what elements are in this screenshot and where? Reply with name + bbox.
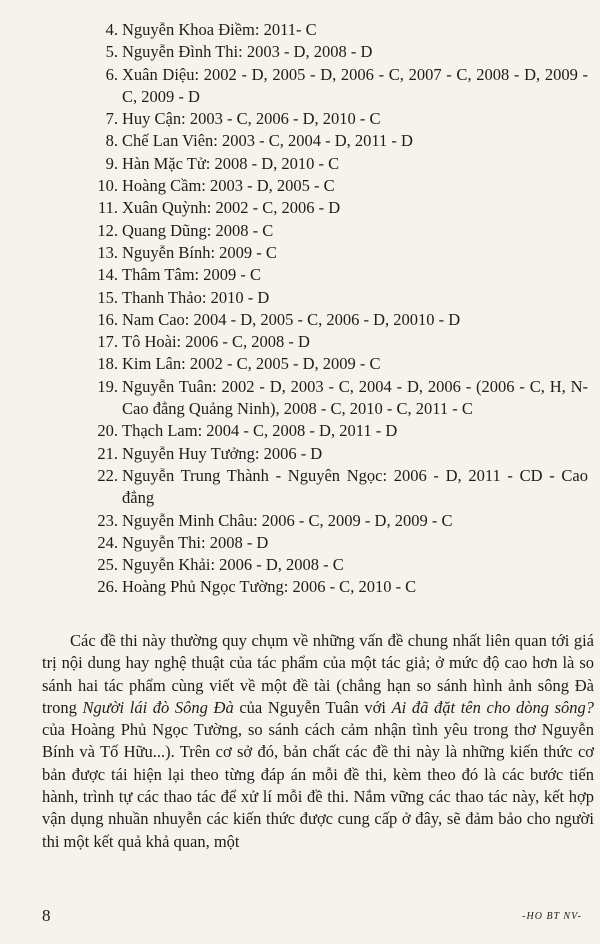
- work-title-nguoi-lai-do: Người lái đò Sông Đà: [82, 697, 234, 717]
- list-item: [88, 420, 588, 442]
- list-item: [88, 19, 588, 41]
- item-text: Hàn Mặc Tử: 2008 - D, 2010 - C: [122, 153, 340, 173]
- item-text: Kim Lân: 2002 - C, 2005 - D, 2009 - C: [122, 354, 381, 374]
- item-number: 21.: [97, 443, 118, 463]
- item-text: Chế Lan Viên: 2003 - C, 2004 - D, 2011 - D: [122, 131, 413, 151]
- list-item: [88, 331, 588, 353]
- list-item: [88, 353, 588, 375]
- item-number: 12.: [97, 220, 118, 240]
- item-text: Nguyễn Trung Thành - Nguyên Ngọc: 2006 - D, 2011 - CD - Cao đẳng: [122, 465, 588, 508]
- item-number: 23.: [97, 510, 118, 530]
- list-item: [88, 576, 588, 598]
- item-text: Tô Hoài: 2006 - C, 2008 - D: [122, 332, 310, 352]
- list-item: [88, 153, 588, 175]
- item-number: 26.: [97, 577, 118, 597]
- item-number: 9.: [105, 153, 118, 173]
- item-text: Xuân Quỳnh: 2002 - C, 2006 - D: [122, 198, 341, 218]
- item-text: Thanh Thảo: 2010 - D: [122, 287, 270, 307]
- author-exam-list: [88, 19, 588, 599]
- item-number: 16.: [97, 309, 118, 329]
- list-item: [88, 41, 588, 63]
- item-number: 11.: [97, 198, 118, 218]
- item-number: 15.: [97, 287, 118, 307]
- item-number: 20.: [97, 421, 118, 441]
- item-number: 4.: [105, 20, 118, 39]
- item-number: 22.: [97, 465, 118, 485]
- item-number: 19.: [97, 376, 118, 396]
- item-text: Xuân Diệu: 2002 - D, 2005 - D, 2006 - C, 2007 - C, 2008 - D, 2009 - C, 2009 - D: [122, 64, 588, 106]
- item-number: 13.: [97, 242, 118, 262]
- item-text: Nam Cao: 2004 - D, 2005 - C, 2006 - D, 20010 - D: [122, 309, 461, 329]
- item-number: 8.: [105, 131, 118, 151]
- list-item: [88, 264, 588, 286]
- item-text: Nguyễn Khải: 2006 - D, 2008 - C: [122, 555, 344, 575]
- paragraph-text-1: Các đề thi này thường quy chụm về những vấn đề chung nhất liên quan tới giá trị nội dung hay nghệ thuật của tác phẩm của một tác giả; ở mức độ cao hơn là so sánh hai tác phẩm cùng viết về một đề tài (chẳng hạn so sánh hình ảnh sông Đà trong: [42, 631, 594, 717]
- item-number: 6.: [105, 64, 118, 84]
- item-text: Nguyễn Thi: 2008 - D: [122, 532, 269, 552]
- item-number: 14.: [97, 265, 118, 285]
- list-item: [88, 532, 588, 554]
- item-text: Thâm Tâm: 2009 - C: [122, 265, 262, 285]
- work-title-ai-da-dat-ten: Ai đã đặt tên cho dòng sông?: [391, 697, 594, 717]
- item-text: Nguyễn Đình Thi: 2003 - D, 2008 - D: [122, 42, 373, 62]
- list-item: [88, 465, 588, 510]
- list-item: [88, 309, 588, 331]
- list-item: [88, 130, 588, 152]
- list-item: [88, 108, 588, 130]
- list-item: [88, 242, 588, 264]
- item-text: Huy Cận: 2003 - C, 2006 - D, 2010 - C: [122, 109, 381, 129]
- item-number: 24.: [97, 532, 118, 552]
- list-item: [88, 443, 588, 465]
- body-paragraph: [42, 630, 594, 853]
- footer-mark: -HO BT NV-: [522, 911, 582, 922]
- paragraph-text-3: của Hoàng Phủ Ngọc Tường, so sánh cách cảm nhận tình yêu trong thơ Nguyễn Bính và Tố Hữu...). Trên cơ sở đó, bản chất các đề thi này là những kiến thức cơ bản được tái hiện lại theo từng đáp án mỗi đề thi, kèm theo đó là các bước tiến hành, trình tự các thao tác để xử lí mỗi đề thi. Nắm vững các thao tác này, kết hợp vận dụng nhuần nhuyễn các kiến thức được cung cấp ở đây, sẽ đảm bảo cho người thi một kết quả khả quan, một: [42, 720, 594, 851]
- item-text: Hoàng Cầm: 2003 - D, 2005 - C: [122, 176, 335, 196]
- list-item: [88, 197, 588, 219]
- item-text: Thạch Lam: 2004 - C, 2008 - D, 2011 - D: [122, 421, 398, 441]
- list-item: [88, 287, 588, 309]
- paragraph-text-2: của Nguyễn Tuân với: [233, 697, 392, 717]
- item-text: Nguyễn Tuân: 2002 - D, 2003 - C, 2004 - D, 2006 - (2006 - C, H, N- Cao đẳng Quảng Ninh), 2008 - C, 2010 - C, 2011 - C: [122, 376, 588, 419]
- list-item: [88, 220, 588, 242]
- item-number: 7.: [105, 109, 118, 129]
- list-item: [88, 175, 588, 197]
- item-text: Hoàng Phủ Ngọc Tường: 2006 - C, 2010 - C: [122, 577, 417, 597]
- item-number: 25.: [97, 555, 118, 575]
- item-number: 18.: [97, 354, 118, 374]
- list-item: [88, 510, 588, 532]
- list-item: [88, 64, 588, 109]
- item-number: 5.: [105, 42, 118, 62]
- item-text: Nguyễn Minh Châu: 2006 - C, 2009 - D, 2009 - C: [122, 510, 453, 530]
- item-number: 17.: [97, 332, 118, 352]
- page-number: 8: [42, 906, 51, 925]
- item-text: Nguyễn Huy Tưởng: 2006 - D: [122, 443, 323, 463]
- list-item: [88, 376, 588, 421]
- item-number: 10.: [97, 176, 118, 196]
- item-text: Quang Dũng: 2008 - C: [122, 220, 274, 240]
- item-text: Nguyễn Bính: 2009 - C: [122, 242, 277, 262]
- item-text: Nguyễn Khoa Điềm: 2011- C: [122, 20, 317, 39]
- list-item: [88, 554, 588, 576]
